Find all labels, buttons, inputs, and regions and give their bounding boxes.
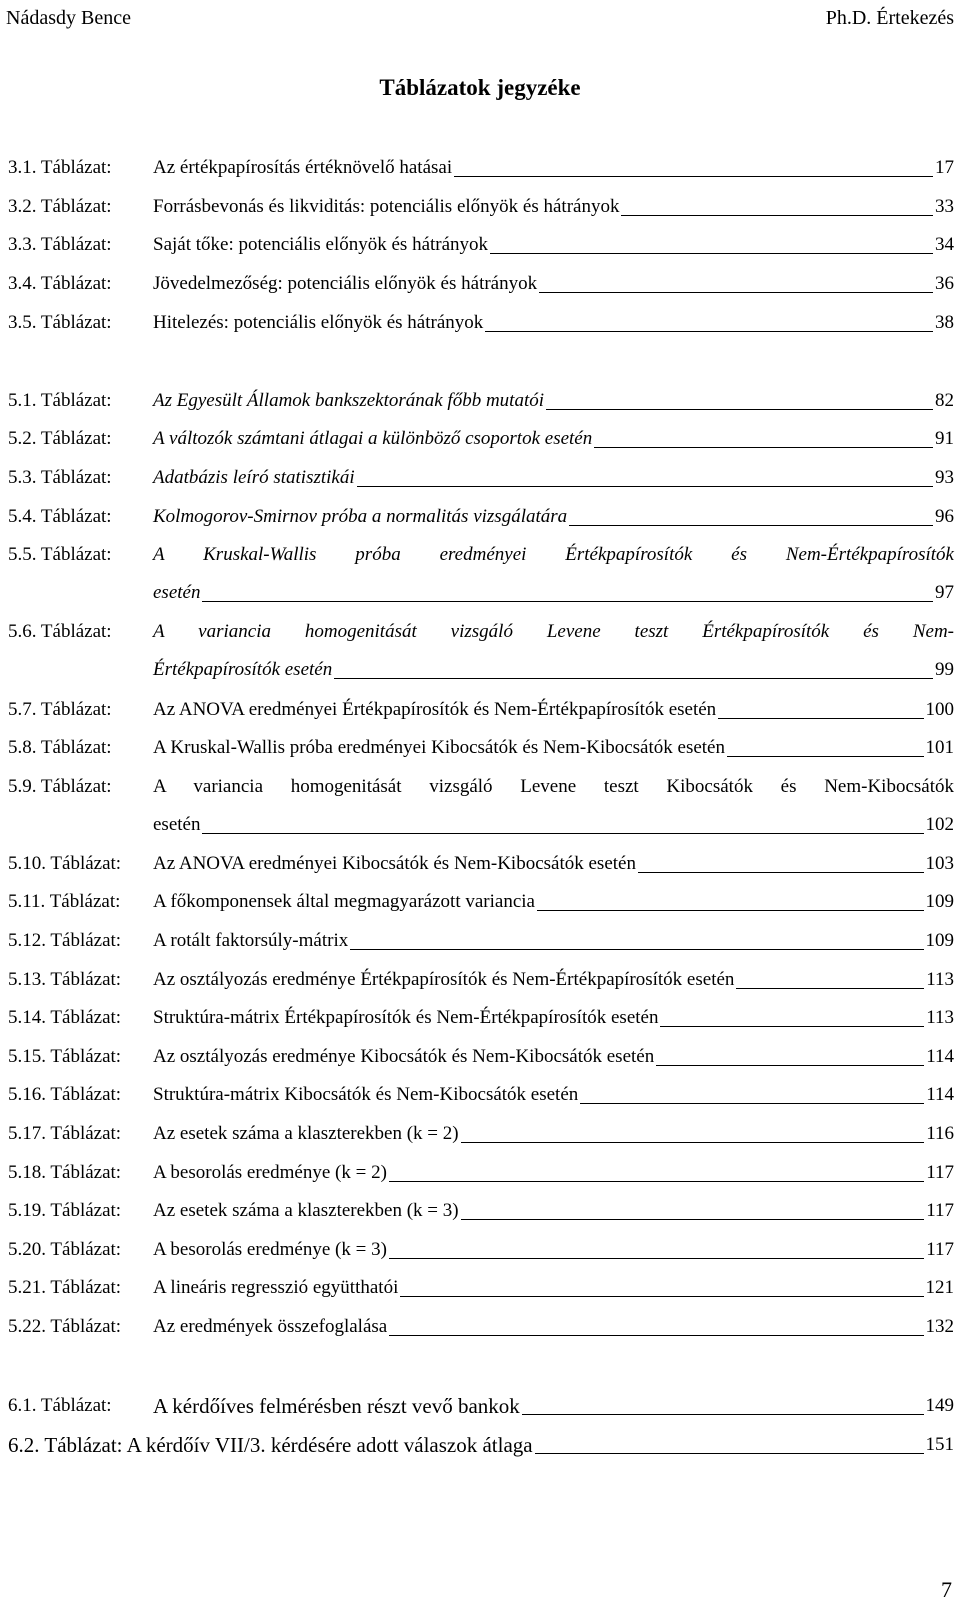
list-item[interactable] bbox=[8, 269, 954, 299]
list-item[interactable] bbox=[8, 463, 954, 493]
entry-page: 121 bbox=[925, 1277, 954, 1298]
entry-page: 109 bbox=[925, 930, 954, 951]
list-item[interactable] bbox=[8, 926, 954, 956]
leader-line bbox=[718, 717, 923, 719]
entry-title: Jövedelmezőség: potenciális előnyök és hátrányok bbox=[153, 273, 538, 294]
entry-page: 102 bbox=[925, 814, 954, 835]
list-item[interactable] bbox=[8, 772, 954, 840]
leader-line bbox=[490, 252, 933, 254]
list-item[interactable] bbox=[8, 502, 954, 532]
entry-title-continued: esetén bbox=[153, 582, 201, 603]
entry-page: 151 bbox=[925, 1434, 954, 1455]
list-item[interactable] bbox=[8, 1119, 954, 1149]
page-header bbox=[6, 4, 954, 32]
leader-line bbox=[461, 1218, 925, 1220]
entry-number: 5.9. Táblázat: bbox=[8, 776, 112, 797]
header-author: Nádasdy Bence bbox=[6, 7, 131, 29]
leader-line bbox=[546, 408, 933, 410]
entry-number: 5.4. Táblázat: bbox=[8, 506, 112, 527]
entry-page: 100 bbox=[925, 699, 954, 720]
leader-line bbox=[389, 1180, 924, 1182]
list-item[interactable] bbox=[8, 1312, 954, 1342]
page-number: 7 bbox=[941, 1577, 952, 1602]
entry-title: Az osztályozás eredménye Értékpapírosítók és Nem-Értékpapírosítók esetén bbox=[153, 969, 735, 990]
entry-number: 3.4. Táblázat: bbox=[8, 273, 112, 294]
leader-line bbox=[357, 485, 933, 487]
entry-title: Az esetek száma a klaszterekben (k = 3) bbox=[153, 1200, 459, 1221]
entry-number: 5.13. Táblázat: bbox=[8, 969, 122, 990]
entry-number: 3.3. Táblázat: bbox=[8, 234, 112, 255]
entry-page: 116 bbox=[926, 1123, 954, 1144]
leader-line bbox=[621, 214, 933, 216]
leader-line bbox=[656, 1064, 924, 1066]
entry-number: 5.18. Táblázat: bbox=[8, 1162, 122, 1183]
list-item[interactable] bbox=[8, 1042, 954, 1072]
entry-page: 114 bbox=[926, 1084, 954, 1105]
entry-title: Az eredmények összefoglalása bbox=[153, 1316, 388, 1337]
entry-page: 114 bbox=[926, 1046, 954, 1067]
entry-number: 3.5. Táblázat: bbox=[8, 312, 112, 333]
entry-title: Az ANOVA eredményei Értékpapírosítók és Nem-Értékpapírosítók esetén bbox=[153, 699, 717, 720]
entry-title: Struktúra-mátrix Kibocsátók és Nem-Kibocsátók esetén bbox=[153, 1084, 579, 1105]
leader-line bbox=[580, 1102, 924, 1104]
entry-title-continued: esetén bbox=[153, 814, 201, 835]
entry-title: A rotált faktorsúly-mátrix bbox=[153, 930, 349, 951]
entry-page: 109 bbox=[925, 891, 954, 912]
entry-page: 34 bbox=[935, 234, 954, 255]
leader-line bbox=[202, 832, 923, 834]
list-item[interactable] bbox=[8, 1391, 954, 1421]
leader-line bbox=[535, 1452, 924, 1454]
entry-title: A kérdőíves felmérésben részt vevő bankok bbox=[153, 1394, 520, 1418]
leader-line bbox=[522, 1413, 924, 1415]
entry-title: Struktúra-mátrix Értékpapírosítók és Nem-Értékpapírosítók esetén bbox=[153, 1007, 659, 1028]
entry-page: 149 bbox=[925, 1395, 954, 1416]
leader-line bbox=[202, 600, 933, 602]
entry-number: 5.17. Táblázat: bbox=[8, 1123, 122, 1144]
entry-title: A variancia homogenitását vizsgáló Levene teszt Értékpapírosítók és Nem- bbox=[153, 621, 954, 642]
leader-line bbox=[334, 677, 933, 679]
entry-title: A főkomponensek által megmagyarázott variancia bbox=[153, 891, 535, 912]
list-item[interactable] bbox=[8, 424, 954, 454]
entry-page: 91 bbox=[935, 428, 954, 449]
entry-page: 97 bbox=[935, 582, 954, 603]
leader-line bbox=[400, 1295, 923, 1297]
entry-title: Forrásbevonás és likviditás: potenciális előnyök és hátrányok bbox=[153, 196, 620, 217]
entry-title: A besorolás eredménye (k = 3) bbox=[153, 1239, 387, 1260]
entry-title: A Kruskal-Wallis próba eredményei Értékpapírosítók és Nem-Értékpapírosítók bbox=[153, 544, 954, 565]
entry-page: 99 bbox=[935, 659, 954, 680]
entry-number: 5.2. Táblázat: bbox=[8, 428, 112, 449]
entry-number: 5.1. Táblázat: bbox=[8, 390, 112, 411]
list-item[interactable] bbox=[8, 887, 954, 917]
entry-page: 117 bbox=[926, 1162, 954, 1183]
list-item[interactable] bbox=[8, 1158, 954, 1188]
entry-number: 3.2. Táblázat: bbox=[8, 196, 112, 217]
entry-page: 113 bbox=[926, 969, 954, 990]
list-item[interactable] bbox=[8, 153, 954, 183]
entry-number: 5.6. Táblázat: bbox=[8, 621, 112, 642]
leader-line bbox=[569, 524, 933, 526]
list-item[interactable] bbox=[8, 1273, 954, 1303]
page-title: Táblázatok jegyzéke bbox=[379, 75, 581, 100]
entry-page: 103 bbox=[925, 853, 954, 874]
list-item[interactable] bbox=[8, 1235, 954, 1265]
leader-line bbox=[485, 330, 933, 332]
leader-line bbox=[389, 1334, 923, 1336]
entry-page: 33 bbox=[935, 196, 954, 217]
entry-number: 5.15. Táblázat: bbox=[8, 1046, 122, 1067]
entry-number: 5.19. Táblázat: bbox=[8, 1200, 122, 1221]
entry-title: A változók számtani átlagai a különböző csoportok esetén bbox=[153, 428, 593, 449]
entry-title: Kolmogorov-Smirnov próba a normalitás vizsgálatára bbox=[153, 506, 568, 527]
list-item[interactable] bbox=[8, 695, 954, 725]
leader-line bbox=[461, 1141, 925, 1143]
list-item[interactable] bbox=[8, 1196, 954, 1226]
entry-number: 5.8. Táblázat: bbox=[8, 737, 112, 758]
entry-title: Az osztályozás eredménye Kibocsátók és Nem-Kibocsátók esetén bbox=[153, 1046, 655, 1067]
entry-number: 6.1. Táblázat: bbox=[8, 1395, 112, 1416]
list-item[interactable] bbox=[8, 733, 954, 763]
list-item[interactable] bbox=[8, 308, 954, 338]
header-doc-type: Ph.D. Értekezés bbox=[825, 7, 954, 29]
list-item[interactable] bbox=[8, 230, 954, 260]
entry-number: 5.10. Táblázat: bbox=[8, 853, 122, 874]
list-item[interactable] bbox=[8, 540, 954, 608]
list-item[interactable] bbox=[8, 386, 954, 416]
entry-number: 5.14. Táblázat: bbox=[8, 1007, 122, 1028]
leader-line bbox=[454, 175, 933, 177]
entry-page: 38 bbox=[935, 312, 954, 333]
entry-number: 5.20. Táblázat: bbox=[8, 1239, 122, 1260]
entry-page: 113 bbox=[926, 1007, 954, 1028]
leader-line bbox=[539, 291, 933, 293]
entry-page: 93 bbox=[935, 467, 954, 488]
entry-title: Az esetek száma a klaszterekben (k = 2) bbox=[153, 1123, 459, 1144]
leader-line bbox=[594, 446, 933, 448]
leader-line bbox=[350, 948, 923, 950]
entry-number: 3.1. Táblázat: bbox=[8, 157, 112, 178]
leader-line bbox=[736, 987, 924, 989]
entry-page: 117 bbox=[926, 1239, 954, 1260]
entry-number: 5.3. Táblázat: bbox=[8, 467, 112, 488]
entry-number: 5.21. Táblázat: bbox=[8, 1277, 122, 1298]
entry-title: A variancia homogenitását vizsgáló Levene teszt Kibocsátók és Nem-Kibocsátók bbox=[153, 776, 954, 797]
list-item[interactable] bbox=[8, 192, 954, 222]
entry-number: 5.7. Táblázat: bbox=[8, 699, 112, 720]
entry-page: 96 bbox=[935, 506, 954, 527]
entry-page: 17 bbox=[935, 157, 954, 178]
entry-title: 6.2. Táblázat: A kérdőív VII/3. kérdésére adott válaszok átlaga bbox=[8, 1433, 533, 1457]
list-item[interactable] bbox=[8, 965, 954, 995]
list-item[interactable] bbox=[8, 1080, 954, 1110]
list-item[interactable] bbox=[8, 1430, 954, 1460]
list-item[interactable] bbox=[8, 1003, 954, 1033]
entry-number: 5.5. Táblázat: bbox=[8, 544, 112, 565]
leader-line bbox=[660, 1025, 924, 1027]
list-item[interactable] bbox=[8, 849, 954, 879]
entry-page: 117 bbox=[926, 1200, 954, 1221]
entry-title: Az értékpapírosítás értéknövelő hatásai bbox=[153, 157, 453, 178]
entry-number: 5.11. Táblázat: bbox=[8, 891, 121, 912]
entry-page: 132 bbox=[925, 1316, 954, 1337]
entry-title: A Kruskal-Wallis próba eredményei Kibocsátók és Nem-Kibocsátók esetén bbox=[153, 737, 725, 758]
entry-title: A besorolás eredménye (k = 2) bbox=[153, 1162, 387, 1183]
entry-number: 5.22. Táblázat: bbox=[8, 1316, 122, 1337]
leader-line bbox=[638, 871, 924, 873]
leader-line bbox=[537, 909, 924, 911]
entry-page: 82 bbox=[935, 390, 954, 411]
list-item[interactable] bbox=[8, 617, 954, 685]
entry-title: Hitelezés: potenciális előnyök és hátrányok bbox=[153, 312, 484, 333]
leader-line bbox=[389, 1257, 924, 1259]
entry-number: 5.16. Táblázat: bbox=[8, 1084, 122, 1105]
entry-title: A lineáris regresszió együtthatói bbox=[153, 1277, 399, 1298]
leader-line bbox=[727, 755, 924, 757]
entry-title-continued: Értékpapírosítók esetén bbox=[153, 659, 333, 680]
entry-page: 101 bbox=[925, 737, 954, 758]
entry-page: 36 bbox=[935, 273, 954, 294]
entry-title: Az ANOVA eredményei Kibocsátók és Nem-Kibocsátók esetén bbox=[153, 853, 636, 874]
entry-number: 5.12. Táblázat: bbox=[8, 930, 122, 951]
entry-title: Az Egyesült Államok bankszektorának főbb mutatói bbox=[153, 390, 545, 411]
entry-title: Saját tőke: potenciális előnyök és hátrányok bbox=[153, 234, 489, 255]
entry-title: Adatbázis leíró statisztikái bbox=[153, 467, 355, 488]
